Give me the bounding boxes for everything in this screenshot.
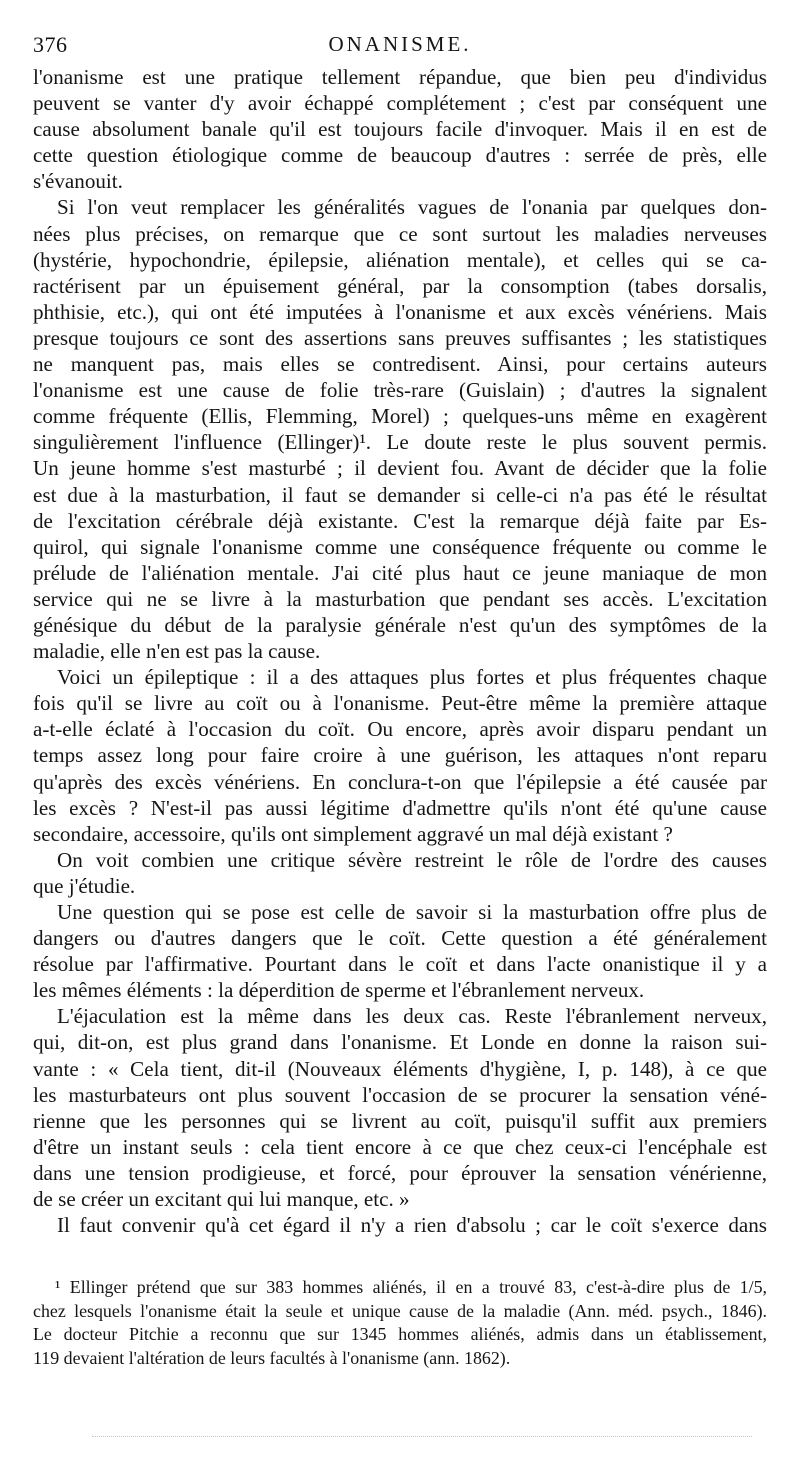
text-line: quirol, qui signale l'onanisme comme une conséquence fréquente ou comme le [33,534,767,559]
text-line: Une question qui se pose est celle de savoir si la masturbation offre plus de [57,900,767,924]
text-line: ne manquent pas, mais elles se contredisent. Ainsi, pour certains auteurs [33,352,767,377]
footnote-line: chez lesquels l'onanisme était la seule et unique cause de la maladie (Ann. méd. psych., 1846). [33,1300,767,1321]
text-line: qu'après des excès vénériens. En conclura-t-on que l'épilepsie a été causée par [33,769,767,794]
text-line: nées plus précises, on remarque que ce sont surtout les maladies nerveuses [33,221,767,246]
text-line: prélude de l'aliénation mentale. J'ai cité plus haut ce jeune maniaque de mon [33,560,767,585]
text-line: On voit combien une critique sévère restreint le rôle de l'ordre des causes [57,847,767,872]
text-line: d'être un instant seuls : cela tient encore à ce que chez ceux-ci l'encéphale est [33,1134,767,1159]
text-line: singulièrement l'influence (Ellinger)¹. Le doute reste le plus souvent permis. [33,430,767,455]
text-line: est due à la masturbation, il faut se demander si celle-ci n'a pas été le résultat [33,482,767,507]
text-line: peuvent se vanter d'y avoir échappé complétement ; c'est par conséquent une [33,91,767,116]
page-header [33,32,767,58]
text-line: dans une tension prodigieuse, et forcé, pour éprouver la sensation vénérienne, [33,1160,767,1185]
text-line: L'éjaculation est la même dans les deux cas. Reste l'ébranlement nerveux, [57,1004,767,1029]
footnote-line: Le docteur Pitchie a reconnu que sur 1345 hommes aliénés, admis dans un établissement, [33,1324,767,1344]
text-line: s'évanouit. [33,169,123,194]
text-line: les excès ? N'est-il pas aussi légitime d'admettre qu'ils n'ont été qu'une cause [33,795,767,820]
text-line: rienne que les personnes qui se livrent au coït, puisqu'il suffit aux premiers [33,1108,767,1133]
text-line: cause absolument banale qu'il est toujours facile d'invoquer. Mais il en est de [33,117,767,142]
text-line: Il faut convenir qu'à cet égard il n'y a rien d'absolu ; car le coït s'exerce dans [57,1213,767,1238]
footnote-line: 119 devaient l'altération de leurs facultés à l'onanisme (ann. 1862). [33,1347,511,1368]
text-line: Si l'on veut remplacer les généralités vagues de l'onania par quelques don- [57,195,767,220]
text-line: service qui ne se livre à la masturbation que pendant ses accès. L'excitation [33,586,767,611]
text-line: Voici un épileptique : il a des attaques plus fortes et plus fréquentes chaque [57,665,767,690]
text-line: génésique du début de la paralysie générale n'est qu'un des symptômes de la [33,612,767,637]
text-line: de l'excitation cérébrale déjà existante. C'est la remarque déjà faite par Es- [33,508,767,533]
text-line: de se créer un excitant qui lui manque, etc. » [33,1187,410,1212]
text-line: les mêmes éléments : la déperdition de sperme et l'ébranlement nerveux. [33,978,645,1003]
text-line: comme fréquente (Ellis, Flemming, Morel) ; quelques-uns même en exagèrent [33,404,767,429]
text-line: secondaire, accessoire, qu'ils ont simplement aggravé un mal déjà existant ? [33,821,673,846]
text-line: fois qu'il se livre au coït ou à l'onanisme. Peut-être même la première attaque [33,691,767,716]
main-text [33,64,767,1238]
text-line: Un jeune homme s'est masturbé ; il devient fou. Avant de décider que la folie [33,456,767,481]
text-line: temps assez long pour faire croire à une guérison, les attaques n'ont reparu [33,743,767,768]
text-line: que j'étudie. [33,873,136,898]
text-line: (hystérie, hypochondrie, épilepsie, aliénation mentale), et celles qui se ca- [33,247,767,272]
text-line: résolue par l'affirmative. Pourtant dans le coït et dans l'acte onanistique il y a [33,952,767,977]
text-line: les masturbateurs ont plus souvent l'occasion de se procurer la sensation véné- [33,1082,767,1107]
text-line: ractérisent par un épuisement général, par la consomption (tabes dorsalis, [33,273,767,298]
text-line: maladie, elle n'en est pas la cause. [33,639,321,664]
running-title: ONANISME. [328,32,472,56]
text-line: l'onanisme est une pratique tellement répandue, que bien peu d'individus [33,65,767,89]
bottom-dotted-rule [92,1436,752,1437]
text-line: presque toujours ce sont des assertions sans preuves suffisantes ; les statistiques [33,325,767,350]
text-line: cette question étiologique comme de beaucoup d'autres : serrée de près, elle [33,143,767,168]
text-line: phthisie, etc.), qui ont été imputées à l'onanisme et aux excès vénériens. Mais [33,299,767,324]
text-line: l'onanisme est une cause de folie très-rare (Guislain) ; d'autres la signalent [33,378,767,403]
footnote [33,1276,767,1370]
footnote-line: ¹ Ellinger prétend que sur 383 hommes aliénés, il en a trouvé 83, c'est-à-dire plus de 1/5, [55,1277,767,1297]
text-line: qui, dit-on, est plus grand dans l'onanisme. Et Londe en donne la raison sui- [33,1030,767,1055]
text-line: a-t-elle éclaté à l'occasion du coït. Ou encore, après avoir disparu pendant un [33,717,767,742]
text-line: dangers ou d'autres dangers que le coït. Cette question a été généralement [33,926,767,951]
text-line: vante : « Cela tient, dit-il (Nouveaux éléments d'hygiène, I, p. 148), à ce que [33,1056,767,1081]
page-number: 376 [33,32,68,57]
